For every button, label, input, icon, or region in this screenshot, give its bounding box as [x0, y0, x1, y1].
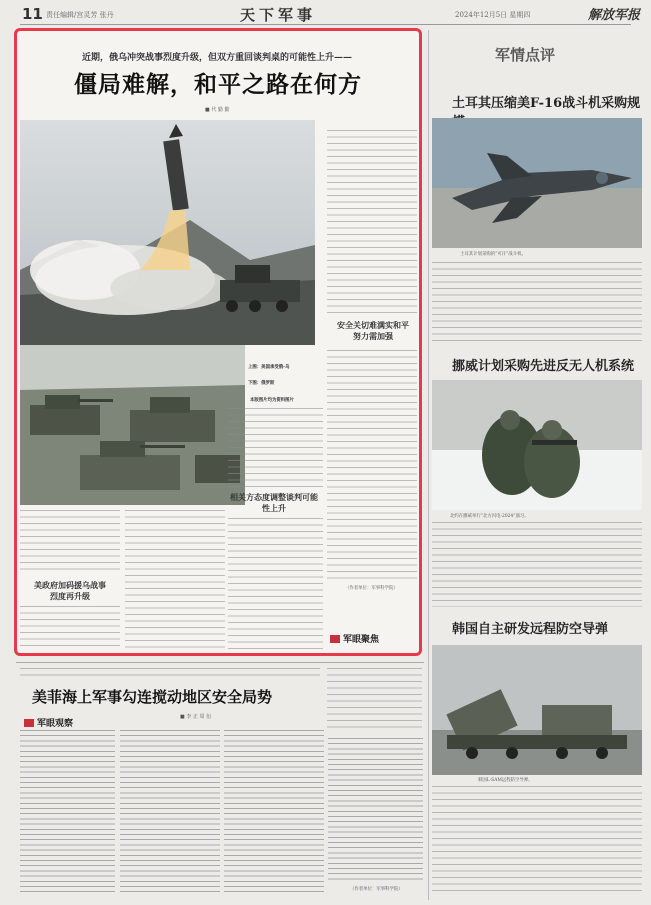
bottom-badge: 军眼观察: [24, 716, 73, 729]
date-line: 2024年12月5日 星期四: [455, 11, 531, 19]
armored-vehicles-photo: [20, 345, 245, 505]
badge-marker-icon: [24, 719, 34, 727]
story-1-body: [432, 262, 642, 342]
bottom-col-3: [224, 730, 324, 895]
story-3-caption: 韩国L-SAM远程防空导弹。: [478, 778, 533, 783]
newspaper-logo: 解放军报: [588, 8, 641, 23]
main-body-col-4b: [327, 350, 417, 580]
bottom-col-4: [328, 738, 423, 883]
subhead-security: 安全关切难满实和平努力需加强: [337, 320, 409, 341]
missile-launch-photo: [20, 120, 315, 345]
missile-launcher-photo: [432, 645, 642, 775]
bottom-right-top-text: [327, 668, 422, 733]
bottom-col-1: [20, 730, 115, 895]
photo-caption-1: 上图：美国承受俄-乌: [248, 365, 290, 370]
main-body-col-4a: [327, 130, 417, 315]
main-footer-badge: 军眼聚焦: [330, 632, 379, 645]
story-1-caption: 土耳其计划采购的“可汗”战斗机。: [460, 252, 526, 257]
page-number: 11: [22, 5, 43, 23]
bottom-rule: [16, 662, 424, 663]
story-3-title[interactable]: 韩国自主研发远程防空导弹: [452, 622, 609, 637]
masthead-rule: [20, 24, 631, 25]
story-2-title[interactable]: 挪威计划采购先进反无人机系统: [452, 359, 635, 374]
bottom-col-2: [120, 730, 220, 895]
main-byline: ■ 代 勤 勤: [205, 107, 230, 113]
main-body-col-3b: [228, 518, 323, 650]
sidebar-column-title: 军情点评: [495, 46, 556, 64]
photo-caption-2: 下图：俄罗斯: [248, 381, 275, 386]
main-body-col-2: [125, 510, 225, 650]
main-body-col-3a: [228, 408, 323, 488]
missile-launch-image: [20, 120, 315, 345]
story-2-body: [432, 522, 642, 607]
sidebar-divider: [428, 30, 429, 900]
bottom-byline: ■ 李 正 周 衍: [180, 714, 212, 720]
soldiers-image: [432, 380, 642, 510]
main-source-note: （作者单位：军事科学院）: [345, 586, 398, 591]
story-2-caption: 北约在挪威举行“北方闪电-2024”演习。: [450, 514, 529, 519]
fighter-jet-image: [432, 118, 642, 248]
subhead-talks: 相关方态度调整谈判可能性上升: [230, 492, 318, 513]
editors-line: 责任编辑/宫灵芳 张丹: [46, 11, 114, 19]
masthead: [0, 0, 651, 26]
photo-credit-note: 本版照片均为资料图片: [250, 398, 294, 403]
section-title: 天下军事: [240, 6, 317, 24]
bottom-headline: 美菲海上军事勾连搅动地区安全局势: [32, 688, 273, 706]
badge-marker-icon: [330, 635, 340, 643]
missile-launcher-image: [432, 645, 642, 775]
armored-vehicles-image: [20, 345, 245, 505]
main-body-col-1b: [20, 606, 120, 651]
bottom-source-note: （作者单位：军事科学院）: [350, 887, 403, 892]
main-headline: 僵局难解，和平之路在何方: [74, 72, 362, 98]
story-1-title[interactable]: 土耳其压缩美F-16战斗机采购规: [452, 96, 641, 111]
main-kicker: 近期，俄乌冲突战事烈度升级，但双方重回谈判桌的可能性上升——: [81, 53, 352, 63]
bottom-intro-text: [20, 668, 320, 678]
soldiers-photo: [432, 380, 642, 510]
fighter-jet-photo: [432, 118, 642, 248]
subhead-us-aid: 美政府加码援乌战事烈度再升级: [34, 580, 106, 601]
story-3-body: [432, 786, 642, 896]
main-body-col-1: [20, 510, 120, 570]
